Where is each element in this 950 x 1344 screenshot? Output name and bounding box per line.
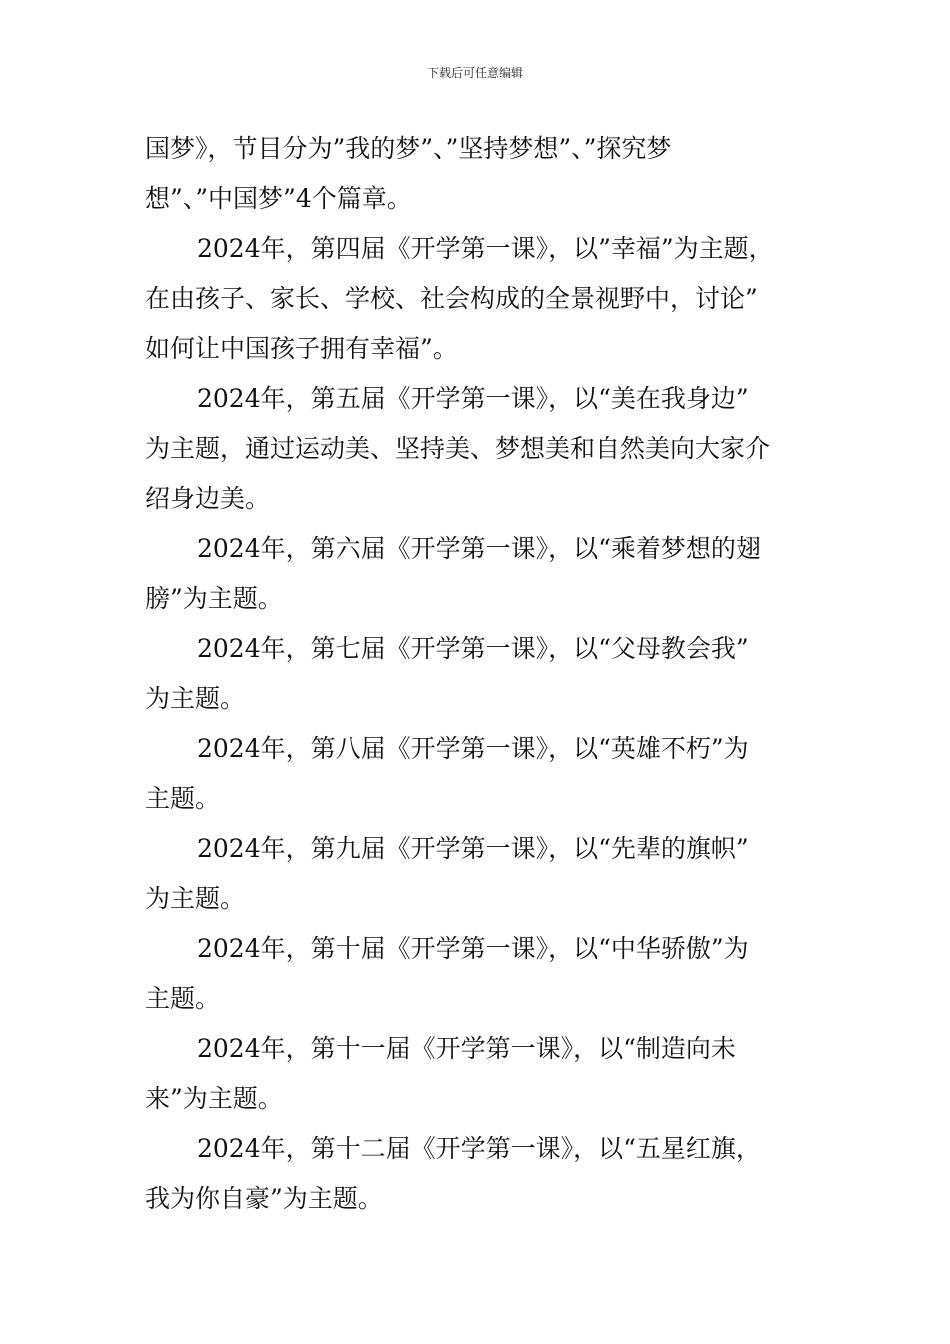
text-line: 主题。 [145,784,221,813]
text-line: 2024年，第九届《开学第一课》，以“先辈的旗帜” [197,834,749,863]
text-line: 2024年，第六届《开学第一课》，以“乘着梦想的翅 [197,534,761,563]
text-line: 为主题，通过运动美、坚持美、梦想美和自然美向大家介 [145,434,771,463]
text-line: 2024年，第十二届《开学第一课》，以“五星红旗， [197,1134,761,1163]
text-line: 2024年，第七届《开学第一课》，以“父母教会我” [197,634,749,663]
paragraph-10th [145,924,835,1024]
text-line: 国梦》，节目分为”我的梦”、”坚持梦想”、”探究梦 [145,134,672,163]
text-line: 2024年，第八届《开学第一课》，以“英雄不朽”为 [197,734,749,763]
text-line: 主题。 [145,984,221,1013]
paragraph-4th [145,224,835,374]
text-line: 2024年，第十届《开学第一课》，以“中华骄傲”为 [197,934,749,963]
text-line: 想”、”中国梦”4个篇章。 [145,184,412,213]
paragraph-12th [145,1124,835,1224]
text-line: 为主题。 [145,884,246,913]
page-header: 下载后可任意编辑 [426,66,523,80]
paragraph-8th [145,724,835,824]
document-body [145,124,835,1224]
paragraph-continued [145,124,835,224]
text-line: 如何让中国孩子拥有幸福”。 [145,334,458,363]
paragraph-7th [145,624,835,724]
text-line: 2024年，第四届《开学第一课》，以”幸福”为主题， [197,234,774,263]
text-line: 2024年，第五届《开学第一课》，以“美在我身边” [197,384,749,413]
text-line: 来”为主题。 [145,1084,283,1113]
text-line: 绍身边美。 [145,484,271,513]
paragraph-11th [145,1024,835,1124]
text-line: 在由孩子、家长、学校、社会构成的全景视野中，讨论” [145,284,758,313]
text-line: 我为你自豪”为主题。 [145,1184,383,1213]
paragraph-9th [145,824,835,924]
text-line: 为主题。 [145,684,246,713]
text-line: 2024年，第十一届《开学第一课》，以“制造向未 [197,1034,736,1063]
paragraph-6th [145,524,835,624]
paragraph-5th [145,374,835,524]
text-line: 膀”为主题。 [145,584,283,613]
